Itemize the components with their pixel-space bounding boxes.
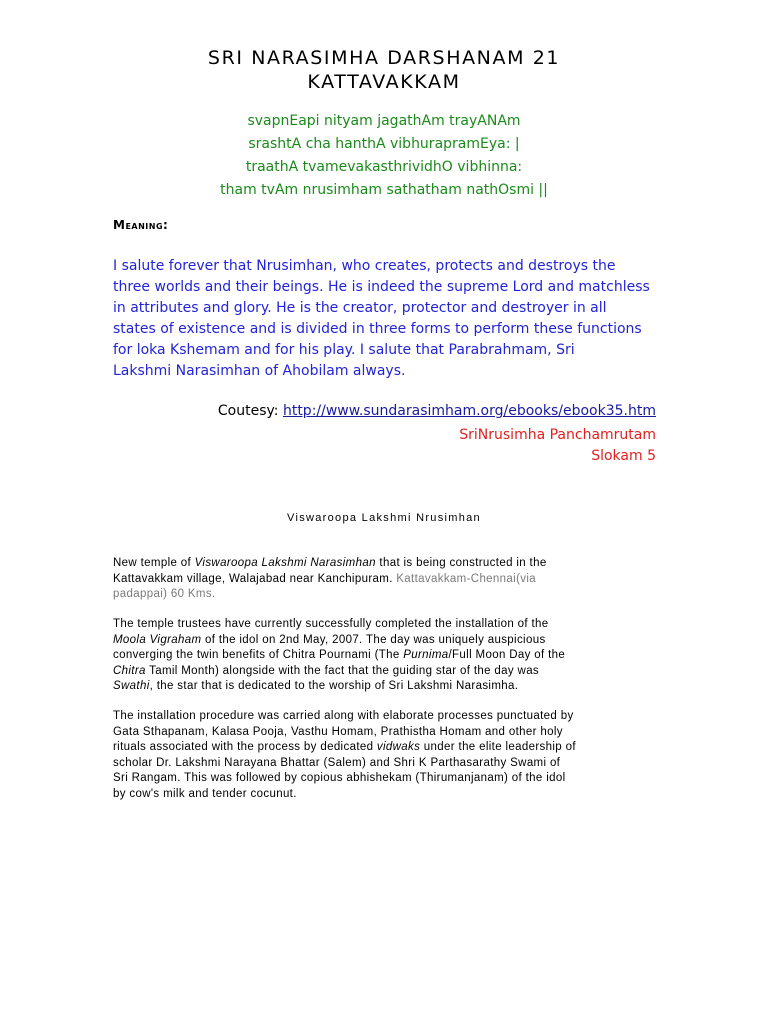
paragraph-installation: The temple trustees have currently successfully completed the installation of the Moola Vigraham of the idol on 2nd May, 2007. The day was uniquely auspicious converging the twin benefits of Chitra Pournami (The Purnima/Full Moon Day of the Chitra Tamil Month) alongside with the fact that the guiding star of the day was Swathi, the star that is dedicated to the worship of Sri Lakshmi Narasimha.: [113, 618, 566, 692]
meaning-line: for loka Kshemam and for his play. I salute that Parabrahmam, Sri: [113, 342, 575, 358]
verse-line: svapnEapi nityam jagathAm trayANAm: [247, 113, 521, 129]
verse-line: tham tvAm nrusimham sathatham nathOsmi ||: [220, 182, 548, 198]
source-slokam: Slokam 5: [591, 448, 656, 464]
verse-line: traathA tvamevakasthrividhO vibhinna:: [245, 159, 523, 175]
meaning-line: in attributes and glory. He is the creator, protector and destroyer in all: [113, 300, 607, 316]
source-citation: [459, 425, 656, 467]
courtesy-label: Coutesy:: [217, 403, 279, 419]
meaning-line: three worlds and their beings. He is indeed the supreme Lord and matchless: [113, 279, 650, 295]
sloka-verse: [0, 110, 768, 202]
paragraph-new-temple: New temple of Viswaroopa Lakshmi Narasimhan that is being constructed in the Kattavakkam village, Walajabad near Kanchipuram. Kattavakkam-Chennai(via padappai) 60 Kms.: [113, 557, 547, 600]
verse-line: srashtA cha hanthA vibhurapramEya: |: [248, 136, 520, 152]
meaning-line: Lakshmi Narasimhan of Ahobilam always.: [113, 363, 406, 379]
section-subtitle: Viswaroopa Lakshmi Nrusimhan: [287, 512, 481, 524]
courtesy-link[interactable]: http://www.sundarasimham.org/ebooks/ebook35.htm: [282, 403, 656, 419]
courtesy-line: [218, 403, 656, 419]
meaning-line: I salute forever that Nrusimhan, who creates, protects and destroys the: [113, 258, 616, 274]
meaning-text: [113, 256, 650, 382]
title-line-2: KATTAVAKKAM: [307, 71, 461, 93]
meaning-line: states of existence and is divided in three forms to perform these functions: [113, 321, 642, 337]
source-title: SriNrusimha Panchamrutam: [459, 427, 656, 443]
page-title: [0, 46, 768, 94]
paragraph-procedure: The installation procedure was carried along with elaborate processes punctuated by Gata Sthapanam, Kalasa Pooja, Vasthu Homam, Prathistha Homam and other holy rituals associated with the process by dedicated vidwaks under the elite leadership of scholar Dr. Lakshmi Narayana Bhattar (Salem) and Shri K Parthasarathy Swami of Sri Rangam. This was followed by copious abhishekam (Thirumanjanam) of the idol by cow's milk and tender cocunut.: [113, 710, 576, 800]
meaning-heading: Meaning:: [113, 218, 169, 232]
title-line-1: SRI NARASIMHA DARSHANAM 21: [207, 47, 561, 69]
